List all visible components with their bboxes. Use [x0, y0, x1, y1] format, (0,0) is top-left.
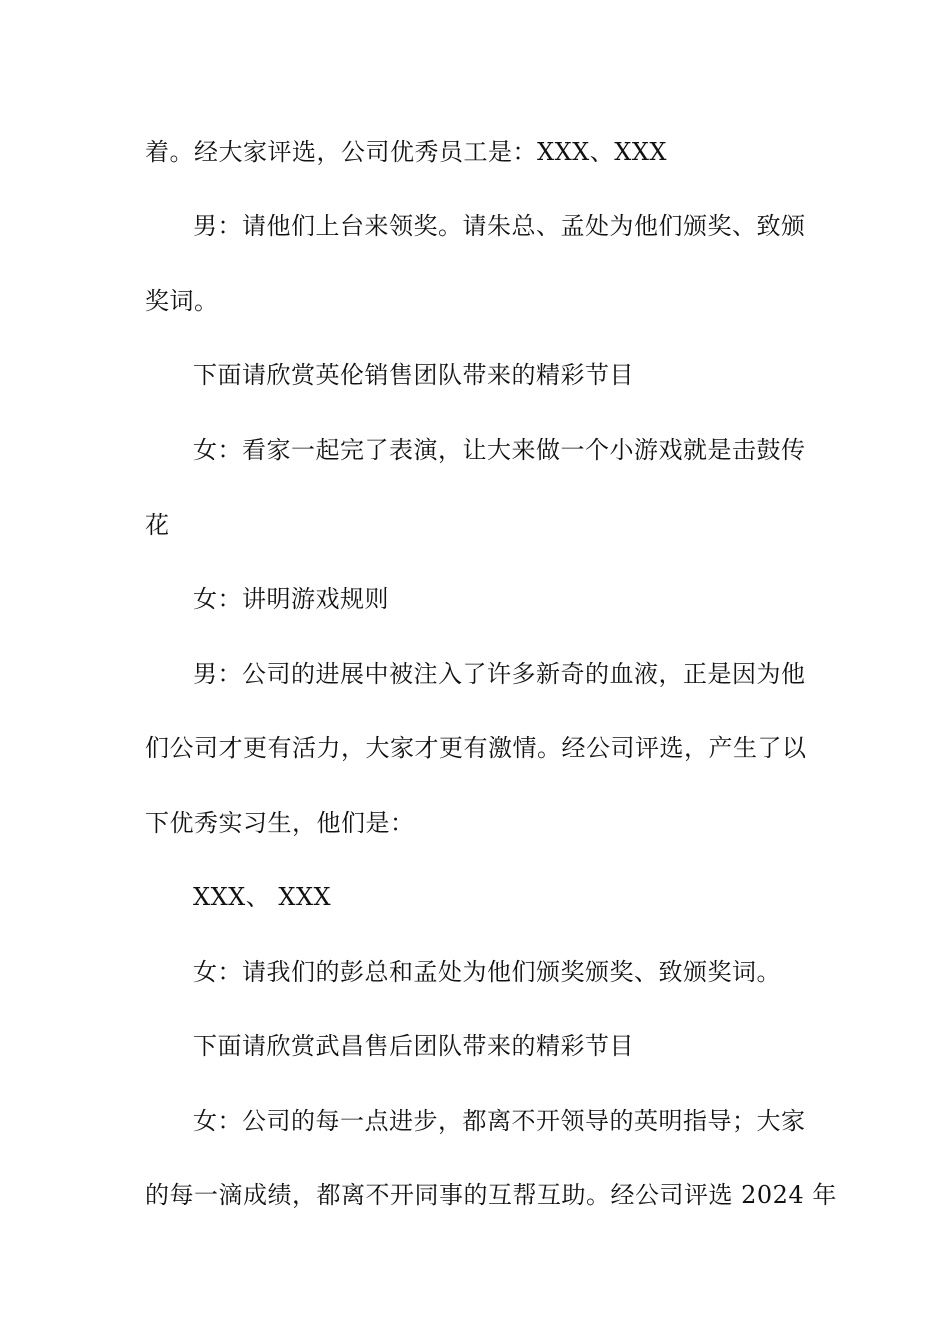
paragraph-line-11: XXX、 XXX [193, 883, 332, 911]
paragraph-line-10: 下优秀实习生，他们是： [145, 809, 415, 837]
paragraph-line-1: 着。经大家评选，公司优秀员工是：XXX、XXX [145, 138, 668, 166]
paragraph-line-4: 下面请欣赏英伦销售团队带来的精彩节目 [193, 361, 634, 389]
paragraph-line-5: 女：看家一起完了表演，让大来做一个小游戏就是击鼓传 [193, 436, 806, 464]
paragraph-line-2: 男：请他们上台来领奖。请朱总、孟处为他们颁奖、致颁 [193, 212, 806, 240]
paragraph-line-6: 花 [145, 511, 170, 539]
paragraph-line-7: 女：讲明游戏规则 [193, 585, 389, 613]
paragraph-line-9: 们公司才更有活力，大家才更有激情。经公司评选，产生了以 [145, 734, 807, 762]
paragraph-line-8: 男：公司的进展中被注入了许多新奇的血液，正是因为他 [193, 660, 806, 688]
paragraph-line-14: 女：公司的每一点进步，都离不开领导的英明指导；大家 [193, 1107, 806, 1135]
paragraph-line-13: 下面请欣赏武昌售后团队带来的精彩节目 [193, 1032, 634, 1060]
paragraph-line-3: 奖词。 [145, 287, 219, 315]
paragraph-line-12: 女：请我们的彭总和孟处为他们颁奖颁奖、致颁奖词。 [193, 958, 781, 986]
paragraph-line-15: 的每一滴成绩，都离不开同事的互帮互助。经公司评选 2024 年 [145, 1181, 837, 1209]
